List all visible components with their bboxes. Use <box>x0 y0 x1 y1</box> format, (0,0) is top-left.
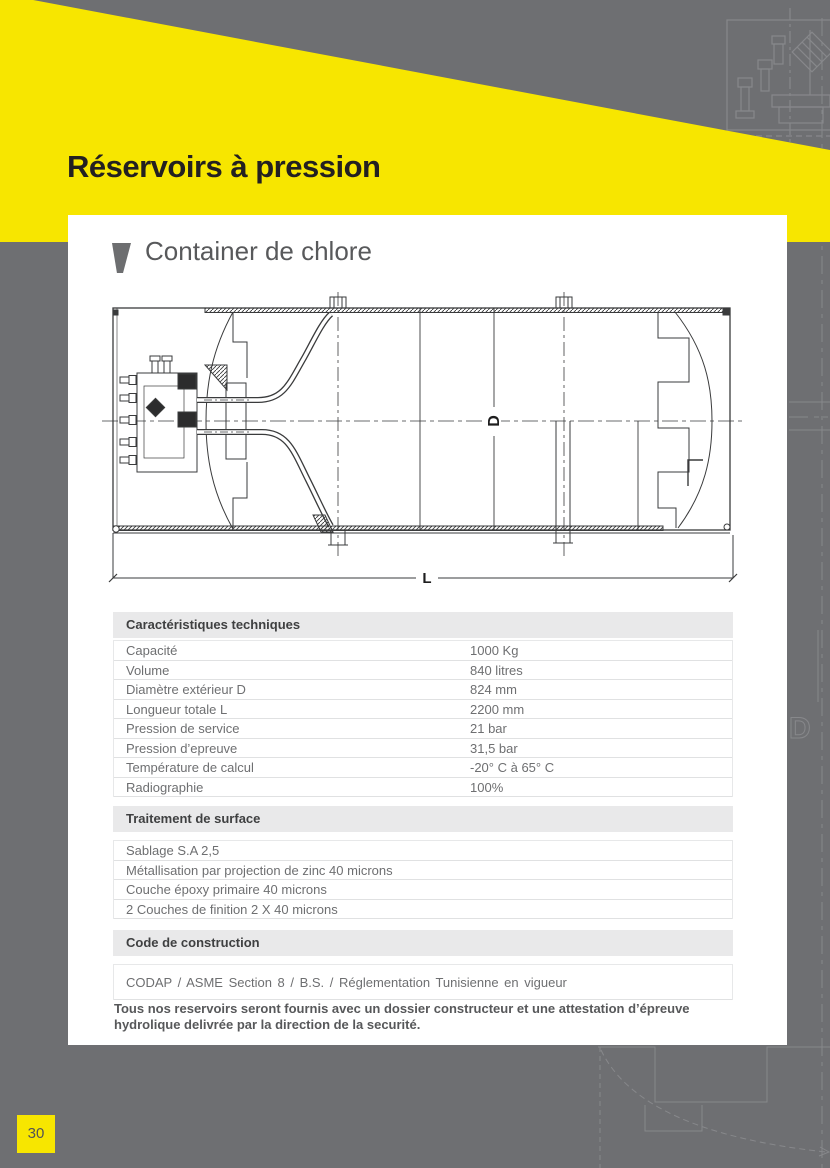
characteristics-rows <box>113 640 733 797</box>
table-row <box>114 680 732 700</box>
table-row <box>114 739 732 759</box>
row-value: 2200 mm <box>470 701 525 717</box>
row-label: Pression d’epreuve <box>126 740 238 756</box>
table-row <box>114 861 732 881</box>
table-row <box>114 719 732 739</box>
page-title: Réservoirs à pression <box>67 149 381 184</box>
page-number-badge: 30 <box>17 1115 55 1153</box>
table-header-surface-treatment: Traitement de surface <box>113 806 733 832</box>
length-label: L <box>422 570 432 587</box>
chlorine-container-drawing <box>100 290 755 590</box>
valve-assembly <box>120 356 197 472</box>
spec-tables <box>113 612 733 1000</box>
row-value: 824 mm <box>470 682 517 697</box>
diameter-label: D <box>486 415 503 427</box>
row-label: 2 Couches de finition 2 X 40 microns <box>126 901 338 917</box>
row-value: 21 bar <box>470 721 507 736</box>
table-row <box>114 700 732 720</box>
table-header-construction-code: Code de construction <box>113 930 733 956</box>
row-label: Diamètre extérieur D <box>126 682 246 697</box>
row-value: 1000 Kg <box>470 643 519 658</box>
ghost-d-glyph: D <box>789 712 811 745</box>
row-label: Métallisation par projection de zinc 40 microns <box>126 862 393 878</box>
slash-icon <box>112 243 131 273</box>
content-card <box>68 215 787 1045</box>
table-row <box>114 880 732 900</box>
table-row <box>114 641 732 661</box>
section-title: Container de chlore <box>145 236 372 266</box>
row-value: -20° C à 65° C <box>470 760 555 775</box>
row-label: Sablage S.A 2,5 <box>126 843 220 858</box>
surface-treatment-rows <box>113 840 733 919</box>
table-row <box>114 900 732 920</box>
right-head <box>658 312 712 528</box>
tank-head-ghost <box>598 1047 830 1168</box>
row-label: Radiographie <box>126 779 204 795</box>
row-label: Volume <box>126 662 170 678</box>
row-value: 840 litres <box>470 662 523 678</box>
table-row <box>114 758 732 778</box>
footer-note: Tous nos reservoirs seront fournis avec un dossier constructeur et une attestation d’épreuve hydrolique delivrée par la direction de la securité. <box>114 1001 690 1032</box>
row-label: Couche époxy primaire 40 microns <box>126 882 327 897</box>
row-label: Température de calcul <box>126 760 254 775</box>
length-dimension <box>109 533 737 587</box>
row-label: CODAP / ASME Section 8 / B.S. / Réglementation Tunisienne en vigueur <box>126 975 567 990</box>
construction-code-rows <box>113 964 733 1000</box>
table-header-characteristics: Caractéristiques techniques <box>113 612 733 638</box>
row-value: 31,5 bar <box>470 740 518 756</box>
lifting-lugs <box>330 292 572 556</box>
row-value: 100% <box>470 779 504 795</box>
table-row <box>114 778 732 798</box>
row-label: Pression de service <box>126 721 240 736</box>
row-label: Longueur totale L <box>126 701 228 717</box>
table-row <box>114 965 732 1000</box>
valve-assembly-ghost <box>727 8 830 142</box>
table-row <box>114 661 732 681</box>
row-label: Capacité <box>126 643 178 658</box>
table-row <box>114 841 732 861</box>
